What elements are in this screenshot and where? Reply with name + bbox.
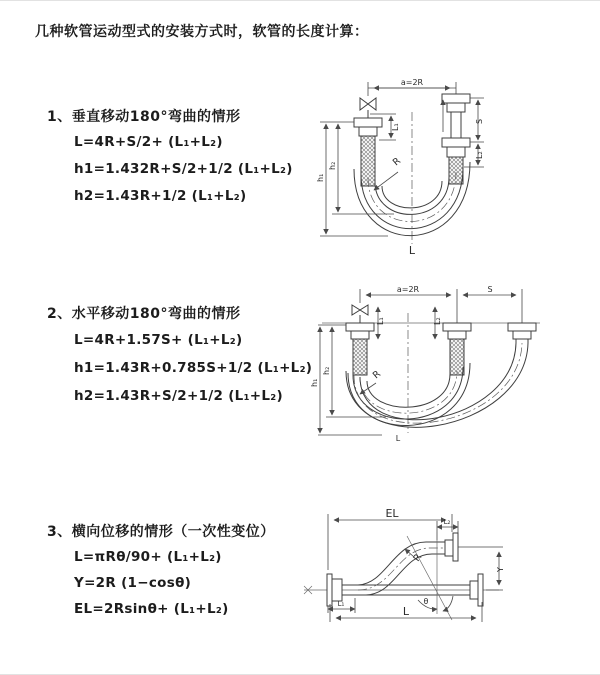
d1-dim-s-label: S: [475, 118, 484, 124]
d2-radius-label: R: [370, 368, 383, 382]
section3-formula-el: EL=2Rsinθ+ (L₁+L₂): [74, 601, 229, 617]
d3-el-dimension: [328, 507, 452, 570]
page-top-edge: [0, 0, 600, 1]
valve-icon: [360, 98, 376, 110]
section3-formula-l: L=πRθ/90+ (L₁+L₂): [74, 549, 222, 565]
d2-dim-h2-label: h₂: [322, 366, 331, 375]
section1-formula-h1: h1=1.432R+S/2+1/2 (L₁+L₂): [74, 161, 293, 177]
section2-formula-h1: h1=1.43R+0.785S+1/2 (L₁+L₂): [74, 360, 313, 376]
d2-dim-a-label: a=2R: [396, 285, 420, 294]
d1-dim-h2-label: h₂: [328, 161, 337, 170]
d1-right-dimensions: [464, 98, 484, 167]
d3-dim-l-label: L: [402, 605, 410, 618]
d2-dim-l2-label: L₂: [433, 317, 442, 325]
d3-dim-y-label: Y: [496, 567, 505, 572]
d2-top-dimensions: [360, 285, 522, 323]
d1-length-label: L: [408, 244, 416, 257]
d3-dim-l2-label: L₂: [443, 518, 451, 526]
diagram-horizontal-180-bend: [312, 283, 598, 455]
d3-dim-el-label: EL: [385, 507, 399, 520]
d3-dim-l1-label: L₁: [337, 600, 345, 608]
d2-dim-s-label: S: [487, 285, 493, 294]
braided-hose-section: [353, 339, 367, 375]
d1-radius-label: R: [390, 155, 403, 169]
valve-icon: [352, 305, 368, 323]
d3-radius-label: R: [411, 551, 425, 564]
page-title: 几种软管运动型式的安装方式时，软管的长度计算：: [35, 24, 369, 40]
d1-top-dimension: [368, 78, 456, 96]
section3-formula-y: Y=2R (1−cosθ): [74, 575, 192, 591]
section2-formula-l: L=4R+1.57S+ (L₁+L₂): [74, 332, 243, 348]
d1-dim-h1-label: h₁: [316, 173, 325, 182]
d2-dim-l1-label: L₁: [376, 317, 385, 325]
d2-middle-pipe: [443, 323, 471, 375]
diagram-vertical-180-bend: [312, 74, 598, 260]
braided-hose-section: [450, 339, 464, 375]
d3-angle-label: θ: [423, 597, 429, 606]
d3-l-dimension: [330, 602, 482, 622]
d1-radius-callout: [374, 155, 403, 190]
section1-heading: 1、垂直移动180°弯曲的情形: [47, 109, 241, 125]
d1-left-dimensions: [316, 122, 394, 236]
d2-length-label: L: [395, 434, 401, 443]
section3-heading: 3、横向位移的情形（一次性变位）: [47, 524, 275, 540]
d1-right-pipe: [442, 94, 470, 184]
d1-dim-a-label: a=2R: [400, 78, 424, 87]
diagram-lateral-displacement: [300, 500, 600, 655]
d1-left-pipe: [354, 110, 382, 186]
d3-lower-right-flange: [470, 574, 483, 606]
d3-upper-right-flange: [445, 533, 458, 561]
section1-formula-h2: h2=1.43R+1/2 (L₁+L₂): [74, 188, 247, 204]
d2-dim-h1-label: h₁: [310, 378, 319, 387]
section2-formula-h2: h2=1.43R+S/2+1/2 (L₁+L₂): [74, 388, 283, 404]
d2-right-pipe: [508, 323, 536, 343]
braided-hose-section: [449, 157, 463, 184]
d2-left-pipe: [346, 323, 374, 375]
d1-dim-l2-label: L₂: [475, 151, 484, 159]
section2-heading: 2、水平移动180°弯曲的情形: [47, 306, 241, 322]
section1-formula-l: L=4R+S/2+ (L₁+L₂): [74, 134, 223, 150]
d1-dim-l1-label: L₁: [391, 123, 400, 131]
